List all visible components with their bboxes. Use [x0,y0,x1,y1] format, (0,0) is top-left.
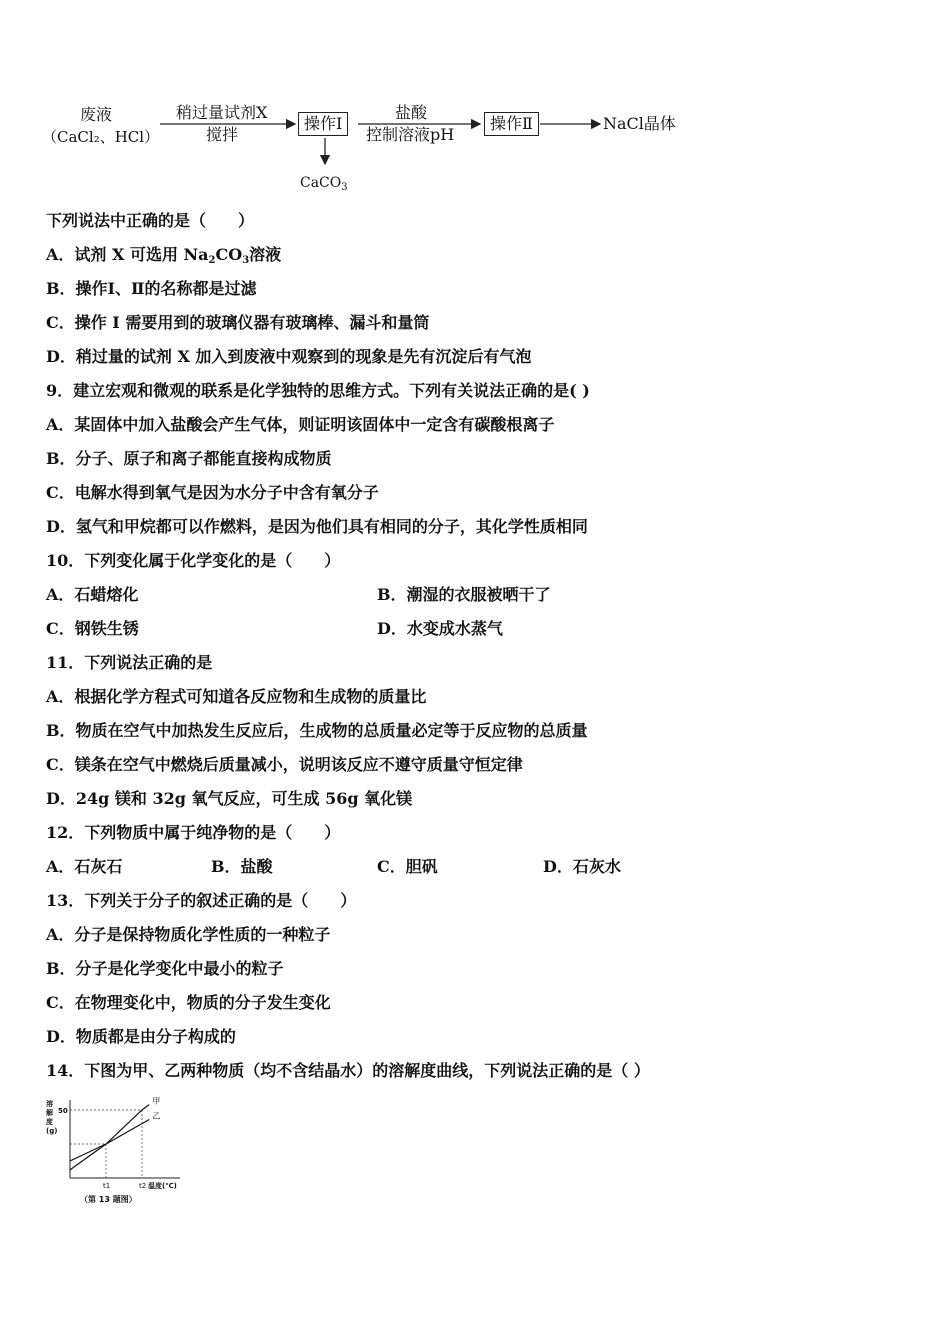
q11-option-a[interactable]: A．根据化学方程式可知道各反应物和生成物的质量比 [46,687,427,706]
chart-axes [70,1100,180,1178]
y-axis-label-char: (g) [46,1127,58,1135]
q12-option-c[interactable]: C．胆矾 [377,857,438,876]
q14-stem: 14．下图为甲、乙两种物质（均不含结晶水）的溶解度曲线，下列说法正确的是（ ） [46,1061,650,1080]
waste-label: 废液 [80,105,113,124]
solubility-chart [40,1090,200,1210]
y-axis-label-char: 解 [46,1109,53,1117]
q12-option-a[interactable]: A．石灰石 [46,857,123,876]
q9-option-b[interactable]: B．分子、原子和离子都能直接构成物质 [46,449,332,468]
q12-option-d[interactable]: D．石灰水 [543,857,621,876]
reagent-label: 稍过量试剂X [176,103,268,122]
q10-option-d[interactable]: D．水变成水蒸气 [377,619,503,638]
x-tick-t1: t1 [103,1182,111,1190]
y-axis-label-char: 度 [46,1118,53,1126]
series-label-1: 甲 [152,1096,161,1106]
chart-series [70,1105,149,1170]
stir-label: 搅拌 [206,125,239,144]
q13-option-a[interactable]: A．分子是保持物质化学性质的一种粒子 [46,925,331,944]
q11-option-d[interactable]: D．24g 镁和 32g 氧气反应，可生成 56g 氧化镁 [46,789,413,808]
y-axis-label-char: 溶 [46,1100,53,1108]
chart-labels [46,1097,177,1204]
q8-stem: 下列说法中正确的是（ ） [46,211,255,230]
x-tick-t2: t2 [139,1182,147,1190]
q12-stem: 12．下列物质中属于纯净物的是（ ） [46,823,341,842]
x-axis-label: 温度(℃) [148,1182,177,1190]
q10-stem: 10．下列变化属于化学变化的是（ ） [46,551,341,570]
q9-option-d[interactable]: D．氢气和甲烷都可以作燃料，是因为他们具有相同的分子，其化学性质相同 [46,517,588,536]
q10-option-c[interactable]: C．钢铁生锈 [46,619,139,638]
q11-option-c[interactable]: C．镁条在空气中燃烧后质量减小，说明该反应不遵守质量守恒定律 [46,755,523,774]
chart-caption: （第 13 题图） [80,1195,137,1204]
q9-option-a[interactable]: A．某固体中加入盐酸会产生气体，则证明该固体中一定含有碳酸根离子 [46,415,555,434]
q10-option-b[interactable]: B．潮湿的衣服被晒干了 [377,585,551,604]
q8-option-a[interactable]: A．试剂 X 可选用 $Na_2CO_3$溶液 [46,245,282,266]
series-line-1 [70,1105,149,1170]
q8-option-d[interactable]: D．稍过量的试剂 X 加入到废液中观察到的现象是先有沉淀后有气泡 [46,347,532,366]
q13-option-b[interactable]: B．分子是化学变化中最小的粒子 [46,959,284,978]
acid-label: 盐酸 [395,103,428,122]
waste-formula: （CaCl₂、HCl） [42,128,160,146]
q10-option-a[interactable]: A．石蜡熔化 [46,585,139,604]
precipitate-label: CaCO$_3$ [300,175,348,193]
operation-2-box: 操作Ⅱ [484,112,539,136]
q9-stem: 9．建立宏观和微观的联系是化学独特的思维方式。下列有关说法正确的是( ) [46,381,590,400]
q8-option-c[interactable]: C．操作 I 需要用到的玻璃仪器有玻璃棒、漏斗和量筒 [46,313,430,332]
q13-option-c[interactable]: C．在物理变化中，物质的分子发生变化 [46,993,331,1012]
q11-stem: 11．下列说法正确的是 [46,653,213,672]
product-label: NaCl晶体 [603,114,676,133]
ph-label: 控制溶液pH [366,125,455,144]
q9-option-c[interactable]: C．电解水得到氧气是因为水分子中含有氧分子 [46,483,379,502]
q13-option-d[interactable]: D．物质都是由分子构成的 [46,1027,236,1046]
operation-1-box: 操作Ⅰ [298,112,348,136]
q13-stem: 13．下列关于分子的叙述正确的是（ ） [46,891,357,910]
q12-option-b[interactable]: B．盐酸 [211,857,273,876]
q8-option-b[interactable]: B．操作Ⅰ、Ⅱ的名称都是过滤 [46,279,257,298]
y-tick-50: 50 [58,1107,68,1115]
series-label-2: 乙 [152,1111,161,1121]
q11-option-b[interactable]: B．物质在空气中加热发生反应后，生成物的总质量必定等于反应物的总质量 [46,721,588,740]
process-flow-diagram [40,96,740,196]
flow-arrows [40,96,740,196]
